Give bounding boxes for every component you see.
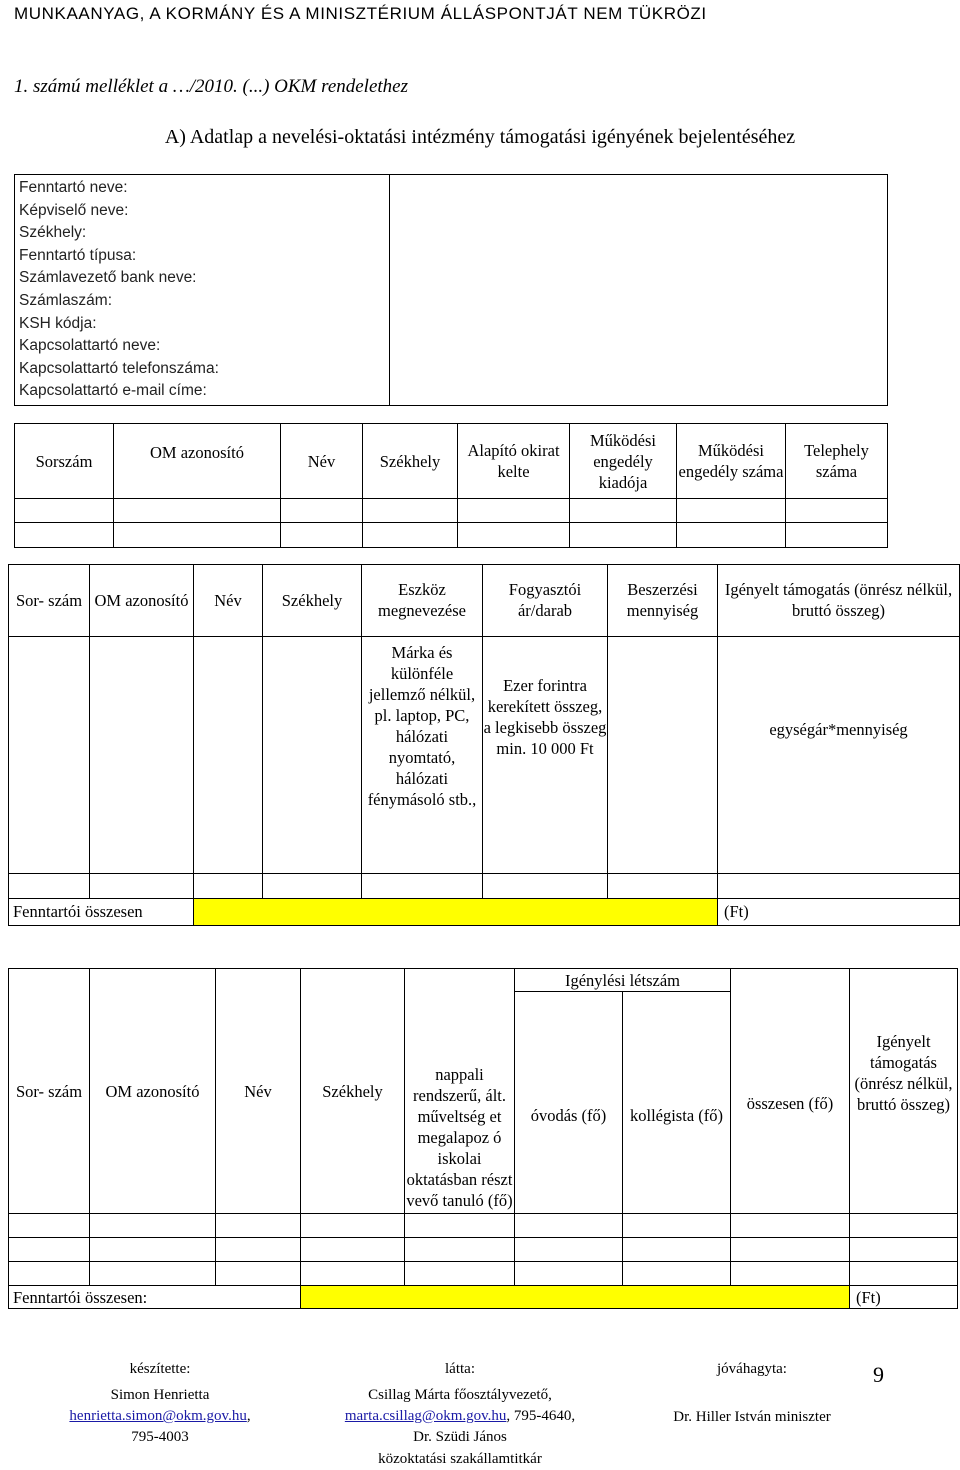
data-cell[interactable] bbox=[9, 1238, 90, 1262]
institution-table bbox=[14, 423, 888, 548]
data-cell[interactable] bbox=[194, 636, 263, 873]
data-cell[interactable] bbox=[850, 1238, 958, 1262]
prepared-name: Simon Henrietta bbox=[110, 1387, 210, 1403]
data-cell[interactable] bbox=[216, 1262, 301, 1286]
field-label: Fenntartó típusa: bbox=[19, 246, 137, 264]
data-cell[interactable] bbox=[458, 499, 570, 523]
field-label: Székhely: bbox=[19, 224, 87, 242]
data-cell[interactable] bbox=[515, 1262, 623, 1286]
maintainer-values-cell[interactable] bbox=[390, 175, 888, 406]
data-cell[interactable] bbox=[405, 1262, 515, 1286]
total-amount-field[interactable] bbox=[194, 898, 718, 925]
approved-by-block bbox=[652, 1358, 852, 1428]
header-dormitory: kollégista (fő) bbox=[623, 992, 731, 1214]
header-founding-date: Alapító okirat kelte bbox=[458, 424, 570, 499]
header-seat: Székhely bbox=[301, 969, 405, 1214]
header-seat: Székhely bbox=[363, 424, 458, 499]
data-cell[interactable] bbox=[718, 873, 960, 898]
headcount-table bbox=[8, 968, 958, 1309]
header-name: Név bbox=[194, 565, 263, 637]
data-cell[interactable] bbox=[570, 499, 677, 523]
data-cell[interactable] bbox=[9, 1262, 90, 1286]
total-label: Fenntartói összesen bbox=[9, 898, 194, 925]
data-cell[interactable] bbox=[850, 1214, 958, 1238]
data-cell[interactable] bbox=[281, 499, 363, 523]
data-cell[interactable] bbox=[731, 1214, 850, 1238]
data-cell[interactable] bbox=[263, 636, 362, 873]
header-equipment-name: Eszköz megnevezése bbox=[362, 565, 483, 637]
approved-name: Dr. Hiller István miniszter bbox=[673, 1409, 831, 1425]
data-cell[interactable] bbox=[608, 873, 718, 898]
data-cell[interactable] bbox=[114, 523, 281, 548]
total-amount-field[interactable] bbox=[301, 1286, 850, 1309]
annex-reference: 1. számú melléklet a …/2010. (...) OKM rendelethez bbox=[14, 76, 408, 97]
data-cell[interactable] bbox=[263, 873, 362, 898]
header-om-id: OM azonosító bbox=[90, 565, 194, 637]
seen-email-link[interactable]: marta.csillag@okm.gov.hu bbox=[344, 1408, 507, 1424]
currency-unit: (Ft) bbox=[718, 898, 960, 925]
header-total-persons: összesen (fő) bbox=[731, 969, 850, 1214]
data-cell[interactable] bbox=[90, 1214, 216, 1238]
data-cell[interactable] bbox=[405, 1214, 515, 1238]
data-cell[interactable] bbox=[90, 1238, 216, 1262]
seen-label: látta: bbox=[445, 1361, 475, 1377]
seen-name-2: Dr. Szüdi János bbox=[413, 1429, 507, 1445]
equipment-name-note: Márka és különféle jellemző nélkül, pl. laptop, PC, hálózati nyomtató, hálózati fénymásoló stb., bbox=[362, 636, 483, 873]
approved-label: jóváhagyta: bbox=[717, 1361, 787, 1377]
data-cell[interactable] bbox=[623, 1214, 731, 1238]
data-cell[interactable] bbox=[515, 1238, 623, 1262]
seen-by-block bbox=[300, 1358, 620, 1470]
data-cell[interactable] bbox=[363, 523, 458, 548]
data-cell[interactable] bbox=[90, 1262, 216, 1286]
header-unit-price: Fogyasztói ár/darab bbox=[483, 565, 608, 637]
data-cell[interactable] bbox=[9, 1214, 90, 1238]
prepared-by-block bbox=[60, 1358, 260, 1448]
data-cell[interactable] bbox=[216, 1214, 301, 1238]
header-name: Név bbox=[281, 424, 363, 499]
data-cell[interactable] bbox=[15, 499, 114, 523]
header-headcount-group: Igénylési létszám bbox=[515, 969, 731, 992]
data-cell[interactable] bbox=[301, 1214, 405, 1238]
data-cell[interactable] bbox=[301, 1238, 405, 1262]
unit-price-note: Ezer forintra kerekített összeg, a legkisebb összeg min. 10 000 Ft bbox=[483, 636, 608, 873]
field-label: Képviselő neve: bbox=[19, 201, 129, 219]
data-cell[interactable] bbox=[850, 1262, 958, 1286]
data-cell[interactable] bbox=[90, 636, 194, 873]
field-label: Fenntartó neve: bbox=[19, 179, 128, 196]
currency-unit: (Ft) bbox=[850, 1286, 958, 1309]
data-cell[interactable] bbox=[194, 873, 263, 898]
data-cell[interactable] bbox=[608, 636, 718, 873]
header-requested-support: Igényelt támogatás (önrész nélkül, bruttó összeg) bbox=[850, 969, 958, 1214]
field-label: Kapcsolattartó neve: bbox=[19, 337, 161, 355]
data-cell[interactable] bbox=[786, 523, 888, 548]
data-cell[interactable] bbox=[515, 1214, 623, 1238]
header-permit-number: Működési engedély száma bbox=[677, 424, 786, 499]
data-cell[interactable] bbox=[362, 873, 483, 898]
data-cell[interactable] bbox=[90, 873, 194, 898]
field-label: Kapcsolattartó telefonszáma: bbox=[19, 359, 219, 377]
data-cell[interactable] bbox=[458, 523, 570, 548]
header-om-id: OM azonosító bbox=[114, 424, 281, 499]
seen-name: Csillag Márta főosztályvezető, bbox=[368, 1387, 552, 1403]
data-cell[interactable] bbox=[623, 1238, 731, 1262]
maintainer-data-table bbox=[14, 174, 888, 406]
draft-notice: MUNKAANYAG, A KORMÁNY ÉS A MINISZTÉRIUM ÁLLÁSPONTJÁT NEM TÜKRÖZI bbox=[14, 4, 707, 23]
header-seat: Székhely bbox=[263, 565, 362, 637]
data-cell[interactable] bbox=[9, 636, 90, 873]
header-name: Név bbox=[216, 969, 301, 1214]
prepared-label: készítette: bbox=[129, 1361, 191, 1377]
data-cell[interactable] bbox=[483, 873, 608, 898]
total-label: Fenntartói összesen: bbox=[9, 1286, 301, 1309]
header-quantity: Beszerzési mennyiség bbox=[608, 565, 718, 637]
prepared-email-link[interactable]: henrietta.simon@okm.gov.hu bbox=[69, 1408, 247, 1424]
data-cell[interactable] bbox=[677, 499, 786, 523]
maintainer-field-labels bbox=[15, 175, 390, 406]
header-day-students: nappali rendszerű, ált. műveltség et megalapoz ó iskolai oktatásban részt vevő tanuló (fő) bbox=[405, 969, 515, 1214]
seen-title-2: közoktatási szakállamtitkár bbox=[378, 1451, 542, 1467]
data-cell[interactable] bbox=[9, 873, 90, 898]
field-label: Számlavezető bank neve: bbox=[19, 269, 197, 287]
header-site-number: Telephely száma bbox=[786, 424, 888, 499]
data-cell[interactable] bbox=[216, 1238, 301, 1262]
field-label: KSH kódja: bbox=[19, 314, 97, 332]
header-kindergarten: óvodás (fő) bbox=[515, 992, 623, 1214]
data-cell[interactable] bbox=[363, 499, 458, 523]
data-cell[interactable] bbox=[114, 499, 281, 523]
prepared-phone: 795-4003 bbox=[131, 1429, 189, 1445]
requested-support-note: egységár*mennyiség bbox=[718, 636, 960, 873]
form-title: A) Adatlap a nevelési-oktatási intézmény támogatási igényének bejelentéséhez bbox=[164, 126, 796, 148]
header-sorszam: Sor- szám bbox=[9, 565, 90, 637]
data-cell[interactable] bbox=[405, 1238, 515, 1262]
seen-phone: , 795-4640, bbox=[506, 1408, 576, 1424]
data-cell[interactable] bbox=[15, 523, 114, 548]
field-label: Kapcsolattartó e-mail címe: bbox=[19, 382, 207, 400]
data-cell[interactable] bbox=[301, 1262, 405, 1286]
comma: , bbox=[246, 1408, 251, 1424]
data-cell[interactable] bbox=[570, 523, 677, 548]
page-number: 9 bbox=[873, 1362, 884, 1387]
equipment-table bbox=[8, 564, 960, 926]
header-sorszam: Sor- szám bbox=[9, 969, 90, 1214]
field-label: Számlaszám: bbox=[19, 291, 113, 309]
data-cell[interactable] bbox=[731, 1262, 850, 1286]
data-cell[interactable] bbox=[677, 523, 786, 548]
header-om-id: OM azonosító bbox=[90, 969, 216, 1214]
data-cell[interactable] bbox=[786, 499, 888, 523]
header-permit-issuer: Működési engedély kiadója bbox=[570, 424, 677, 499]
header-sorszam: Sorszám bbox=[15, 424, 114, 499]
data-cell[interactable] bbox=[623, 1262, 731, 1286]
data-cell[interactable] bbox=[731, 1238, 850, 1262]
data-cell[interactable] bbox=[281, 523, 363, 548]
header-requested-support: Igényelt támogatás (önrész nélkül, bruttó összeg) bbox=[718, 565, 960, 637]
